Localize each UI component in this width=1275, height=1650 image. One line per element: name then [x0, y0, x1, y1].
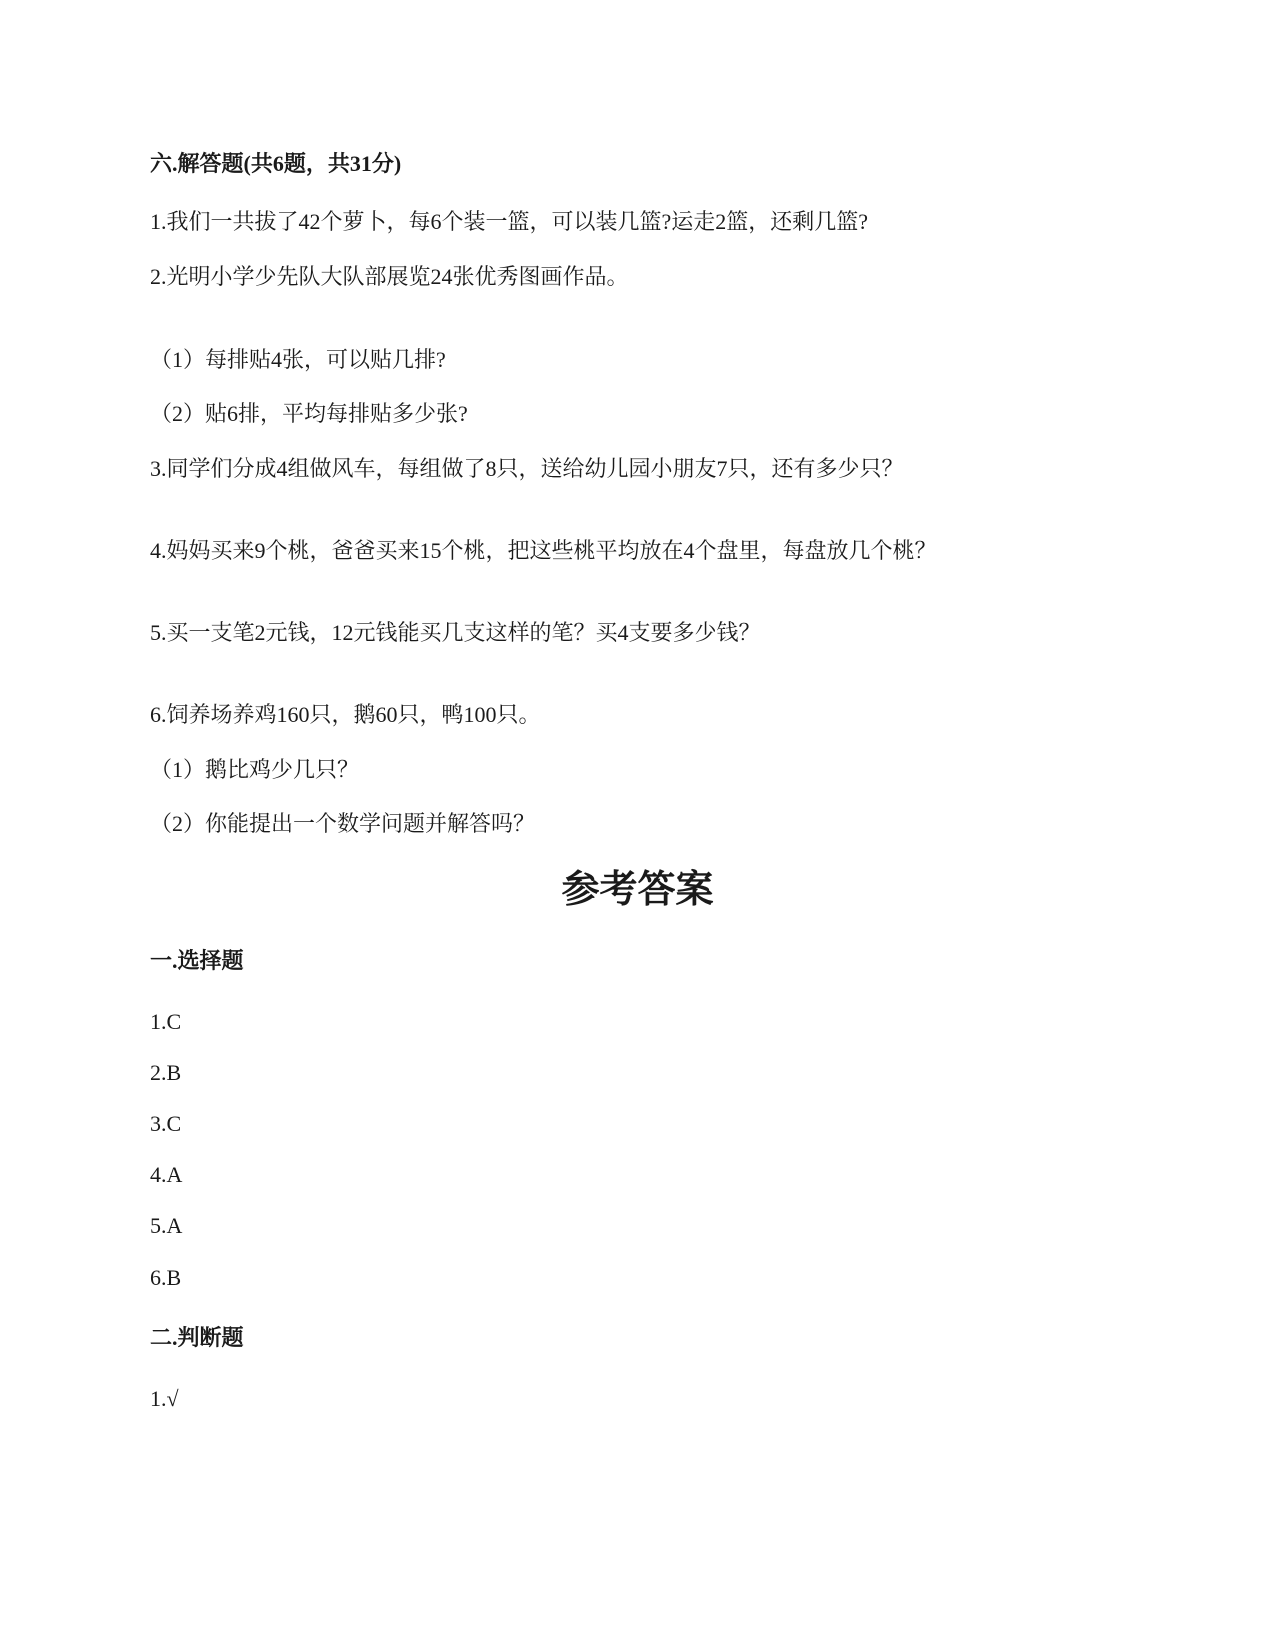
answer-item: 1.C [150, 1009, 182, 1034]
question-3: 3.同学们分成4组做风车，每组做了8只，送给幼儿园小朋友7只，还有多少只？ [150, 456, 904, 481]
question-6: 6.饲养场养鸡160只，鹅60只，鸭100只。 [150, 702, 541, 727]
question-1: 1.我们一共拔了42个萝卜，每6个装一篮，可以装几篮?运走2篮，还剩几篮? [150, 209, 869, 234]
question-6-part-1: （1）鹅比鸡少几只？ [150, 757, 360, 782]
answer-item: 3.C [150, 1111, 182, 1136]
answers-section-one-heading: 一.选择题 [150, 948, 244, 973]
question-2-part-1: （1）每排贴4张，可以贴几排? [150, 347, 446, 372]
answer-item: 6.B [150, 1265, 182, 1290]
question-6-part-2: （2）你能提出一个数学问题并解答吗？ [150, 811, 536, 836]
answer-item: 2.B [150, 1060, 182, 1085]
question-4: 4.妈妈买来9个桃，爸爸买来15个桃，把这些桃平均放在4个盘里，每盘放几个桃？ [150, 538, 937, 563]
answers-section-two-heading: 二.判断题 [150, 1325, 244, 1350]
question-2-part-2: （2）贴6排，平均每排贴多少张? [150, 401, 468, 426]
answer-item: 1.√ [150, 1386, 179, 1411]
section-six-heading: 六.解答题(共6题，共31分) [150, 151, 402, 176]
question-5: 5.买一支笔2元钱，12元钱能买几支这样的笔？买4支要多少钱？ [150, 620, 761, 645]
answer-item: 4.A [150, 1162, 183, 1187]
answers-title: 参考答案 [561, 869, 714, 911]
answer-item: 5.A [150, 1213, 183, 1238]
question-2: 2.光明小学少先队大队部展览24张优秀图画作品。 [150, 264, 629, 289]
